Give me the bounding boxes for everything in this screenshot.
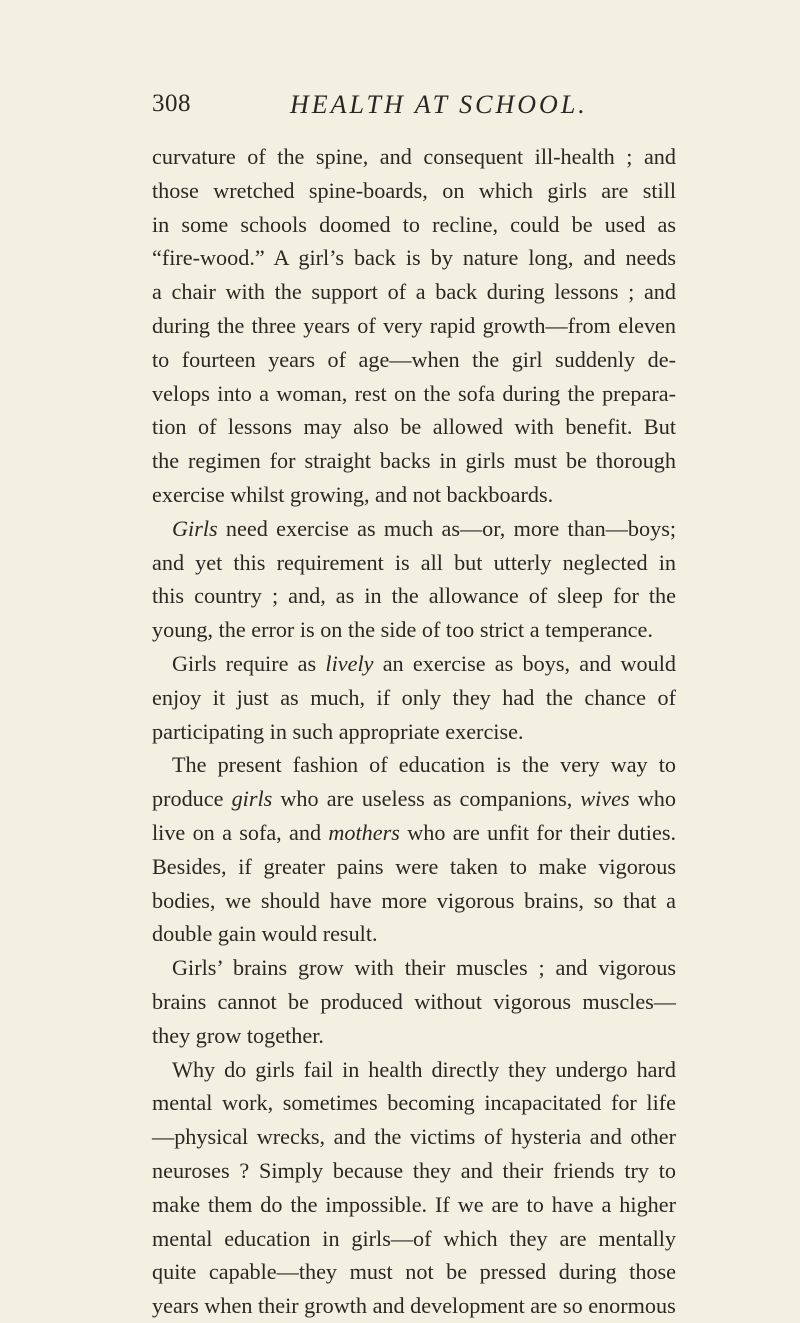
text-line: The present fashion of education is the very way to xyxy=(172,752,676,778)
italic-text: girls xyxy=(231,786,273,812)
text-line: exercise whilst growing, and not backboards. xyxy=(152,481,554,507)
text-run: need exercise as much as—or, more than—boys; xyxy=(217,515,676,541)
text-line: quite capable—they must not be pressed during those xyxy=(152,1259,676,1285)
text-line: this country ; and, as in the allowance of sleep for the xyxy=(152,583,676,609)
text-line: during the three years of very rapid growth—from eleven xyxy=(152,312,676,338)
text-line: mental education in girls—of which they are mentally xyxy=(152,1225,676,1251)
text-line: velops into a woman, rest on the sofa during the prepara- xyxy=(152,380,676,406)
italic-text: wives xyxy=(580,786,630,812)
text-line: mental work, sometimes becoming incapacitated for life xyxy=(152,1090,676,1116)
text-line: to fourteen years of age—when the girl suddenly de- xyxy=(152,346,676,372)
text-line xyxy=(152,782,676,816)
text-run: an exercise as boys, and would xyxy=(373,650,676,676)
text-line: years when their growth and development are so enormous xyxy=(152,1293,676,1319)
running-head xyxy=(0,90,800,130)
text-run: who are useless as companions, xyxy=(272,786,581,812)
text-line: double gain would result. xyxy=(152,921,378,947)
text-line: a chair with the support of a back during lessons ; and xyxy=(152,279,676,305)
text-line: —physical wrecks, and the victims of hysteria and other xyxy=(152,1124,676,1150)
italic-text: lively xyxy=(325,650,374,676)
text-line: young, the error is on the side of too strict a temperance. xyxy=(152,617,653,643)
text-line: Girls’ brains grow with their muscles ; and vigorous xyxy=(172,955,676,981)
text-line: bodies, we should have more vigorous brains, so that a xyxy=(152,887,676,913)
text-line xyxy=(152,816,676,850)
text-line: in some schools doomed to recline, could be used as xyxy=(152,211,676,237)
page-number: 308 xyxy=(152,90,191,117)
text-line: “fire-wood.” A girl’s back is by nature long, and needs xyxy=(152,245,676,271)
italic-text: Girls xyxy=(172,515,218,541)
running-title: HEALTH AT SCHOOL. xyxy=(290,90,588,119)
text-run: who are unfit for their duties. xyxy=(399,819,676,845)
text-line: make them do the impossible. If we are to have a higher xyxy=(152,1191,676,1217)
body-text xyxy=(152,140,676,1323)
text-line: enjoy it just as much, if only they had the chance of xyxy=(152,684,676,710)
text-run: Girls require as xyxy=(172,650,326,676)
text-run: produce xyxy=(152,786,232,812)
text-line xyxy=(152,512,676,546)
text-line: Besides, if greater pains were taken to make vigorous xyxy=(152,853,676,879)
text-line: those wretched spine-boards, on which girls are still xyxy=(152,177,676,203)
text-line: curvature of the spine, and consequent ill-health ; and xyxy=(152,144,676,169)
text-line: the regimen for straight backs in girls must be thorough xyxy=(152,448,676,474)
text-line: brains cannot be produced without vigorous muscles— xyxy=(152,988,676,1014)
text-line: and yet this requirement is all but utterly neglected in xyxy=(152,549,676,575)
text-line: tion of lessons may also be allowed with benefit. But xyxy=(152,414,676,440)
text-line: Why do girls fail in health directly they undergo hard xyxy=(172,1056,676,1082)
text-line: they grow together. xyxy=(152,1022,324,1048)
text-line: participating in such appropriate exercise. xyxy=(152,718,524,744)
text-line: neuroses ? Simply because they and their friends try to xyxy=(152,1157,676,1183)
italic-text: mothers xyxy=(328,819,400,845)
text-run: live on a sofa, and xyxy=(152,819,329,845)
text-line xyxy=(152,647,676,681)
text-run: who xyxy=(629,786,676,812)
